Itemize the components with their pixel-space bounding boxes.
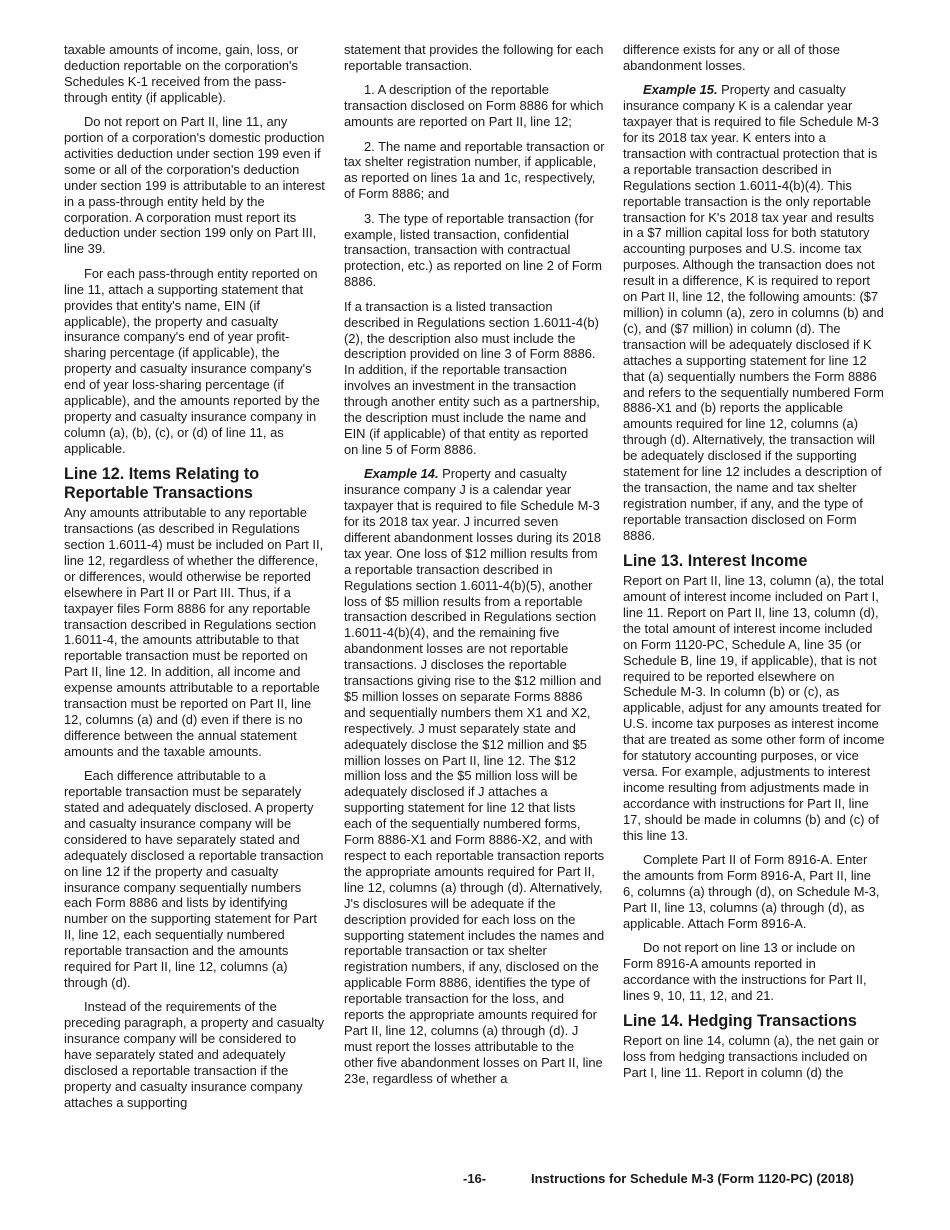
paragraph: Any amounts attributable to any reportable transactions (as described in Regulations section 1.6011-4) must be included on Part II, line 12, regardless of whether the difference, or differences, would otherwise be reported elsewhere in Part II or Part III. Thus, if a taxpayer files Form 8886 for any reportable transaction described in Regulations section 1.6011-4, the amounts attributable to that reportable transaction must be reported on Part II, line 12. In addition, all income and expense amounts attributable to a reportable transaction must be reported on Part II, line 12, columns (a) and (d) even if there is no difference between the annual statement amounts and the taxable amounts. — [64, 505, 324, 759]
paragraph: Instead of the requirements of the preceding paragraph, a property and casualty insurance company will be considered to have separately stated and adequately disclosed a reportable transaction if the property and casualty insurance company attaches a supporting — [64, 999, 325, 1110]
paragraph: Do not report on line 13 or include on Form 8916-A amounts reported in accordance with the instructions for Part II, lines 9, 10, 11, 12, and 21. — [623, 940, 867, 1003]
paragraph: If a transaction is a listed transaction described in Regulations section 1.6011-4(b)(2), the description also must include the description provided on line 3 of Form 8886. In addition, if the reportable transaction involves an investment in the transaction through another entity such as a partnership, the description must include the name and EIN (if applicable) of that entity as reported on line 5 of Form 8886. — [344, 298, 600, 457]
example-15 — [623, 82, 885, 543]
paragraph: Report on Part II, line 13, column (a), the total amount of interest income included on Part I, line 11. Report on Part II, line 13, column (d), the total amount of interest income included on Form 1120-PC, Schedule A, line 35 (or Schedule B, line 19, if applicable), that is not required to be reported elsewhere on Schedule M-3. In column (b) or (c), as applicable, adjust for any amounts treated for U.S. income tax purposes as interest income that are treated as some other form of income for statutory accounting purposes, or vice versa. For example, adjustments to interest income resulting from adjustments made in accordance with instructions for Part II, line 17, should be made in columns (b) and (c) of this line 13. — [623, 573, 885, 843]
example-label: Example 15. — [643, 82, 718, 98]
column-1 — [64, 42, 326, 1119]
example-14 — [344, 466, 606, 1086]
numbered-item-1: 1. A description of the reportable transaction disclosed on Form 8886 for which amounts are reported on Part II, line 12; — [344, 82, 604, 130]
paragraph: difference exists for any or all of those abandonment losses. — [623, 42, 840, 73]
paragraph: Complete Part II of Form 8916-A. Enter the amounts from Form 8916-A, Part II, line 6, columns (a) through (d), on Schedule M-3, Part II, line 13, columns (a) through (d), as applicable. Attach Form 8916-A. — [623, 852, 880, 931]
example-label: Example 14. — [364, 466, 439, 482]
example-text: Property and casualty insurance company J is a calendar year taxpayer that is required to file Schedule M-3 for its 2018 tax year. J incurred seven different abandonment losses during its 2018 tax year. One loss of $12 million results from a reportable transaction described in Regulations section 1.6011-4(b)(5), another loss of $5 million results from a reportable transaction described in Regulations section 1.6011-4(b)(4), and the remaining five abandonment losses are not reportable transactions. J discloses the reportable transactions giving rise to the $12 million and $5 million losses on separate Forms 8886 and sequentially numbers them X1 and X2, respectively. J must separately state and adequately disclose the $12 million and $5 million losses on Part II, line 12. The $12 million loss and the $5 million loss will be adequately disclosed if J attaches a supporting statement for line 12 that lists each of the sequentially numbered forms, Form 8886-X1 and Form 8886-X2, and with respect to each reportable transaction reports the appropriate amounts required for Part II, line 12, columns (a) through (d). Alternatively, J's disclosures will be adequate if the description provided for each loss on the supporting statement includes the names and reportable transaction or tax shelter registration numbers, if any, disclosed on the applicable Form 8886, identifies the type of reportable transaction for the loss, and reports the appropriate amounts required for Part II, line 12, columns (a) through (d). J must report the losses attributable to the other five abandonment losses on Part II, line 23e, regardless of whether a — [344, 466, 605, 1086]
footer-title: Instructions for Schedule M-3 (Form 1120-PC) (2018) — [531, 1171, 854, 1186]
paragraph: For each pass-through entity reported on line 11, attach a supporting statement that provides that entity's name, EIN (if applicable), the property and casualty insurance company's end of year profit-sharing percentage (if applicable), the property and casualty insurance company's end of year loss-sharing percentage (if applicable), and the amounts reported by the property and casualty insurance company in column (a), (b), (c), or (d) of line 11, as applicable. — [64, 265, 320, 456]
section-heading-line-14: Line 14. Hedging Transactions — [623, 1012, 857, 1031]
page-number: -16- — [463, 1171, 487, 1186]
column-2 — [344, 42, 606, 1095]
paragraph: taxable amounts of income, gain, loss, or deduction reportable on the corporation's Schedules K-1 received from the pass-through entity (if applicable). — [64, 42, 299, 105]
column-3 — [623, 42, 885, 1089]
paragraph: statement that provides the following for each reportable transaction. — [344, 42, 604, 73]
section-heading-line-13: Line 13. Interest Income — [623, 552, 808, 571]
paragraph: Do not report on Part II, line 11, any portion of a corporation's domestic production activities deduction under section 199 even if some or all of the corporation's deduction under section 199 is attributable to an interest in a pass-through entity held by the corporation. A corporation must report its deduction under section 199 only on Part III, line 39. — [64, 114, 325, 257]
example-text: Property and casualty insurance company K is a calendar year taxpayer that is required to file Schedule M-3 for its 2018 tax year. K enters into a transaction with contractual protection that is a reportable transaction described in Regulations section 1.6011-4(b)(4). This reportable transaction is the only reportable transaction for K's 2018 tax year and results in a $7 million capital loss for both statutory accounting purposes and U.S. income tax purposes. Although the transaction does not result in a difference, K is required to report on Part II, line 12, the following amounts: ($7 million) in column (a), zero in columns (b) and (c), and ($7 million) in column (d). The transaction will be adequately disclosed if K attaches a supporting statement for line 12 that (a) sequentially numbers the Form 8886 and refers to the sequentially numbered Form 8886-X1 and (b) reports the applicable amounts required for line 12, columns (a) through (d). Alternatively, the transaction will be adequately disclosed if the supporting statement for line 12 includes a description of the transaction, the name and tax shelter registration number, if any, and the type of reportable transaction disclosed on Form 8886. — [623, 82, 884, 543]
paragraph: Each difference attributable to a reportable transaction must be separately stated and adequately disclosed. A property and casualty insurance company will be considered to have separately stated and adequately disclosed a reportable transaction on line 12 if the property and casualty insurance company sequentially numbers each Form 8886 and lists by identifying number on the supporting statement for Part II, line 12, each sequentially numbered reportable transaction and the amounts required for Part II, line 12, columns (a) through (d). — [64, 768, 324, 990]
numbered-item-2: 2. The name and reportable transaction or tax shelter registration number, if applicable, as reported on lines 1a and 1c, respectively, of Form 8886; and — [344, 138, 605, 202]
section-heading-line-12: Line 12. Items Relating to Reportable Transactions — [64, 465, 260, 503]
numbered-item-3: 3. The type of reportable transaction (for example, listed transaction, confidential transaction, transaction with contractual protection, etc.) as reported on line 2 of Form 8886. — [344, 210, 602, 290]
paragraph: Report on line 14, column (a), the net gain or loss from hedging transactions included on Part I, line 11. Report in column (d) the — [623, 1033, 879, 1080]
